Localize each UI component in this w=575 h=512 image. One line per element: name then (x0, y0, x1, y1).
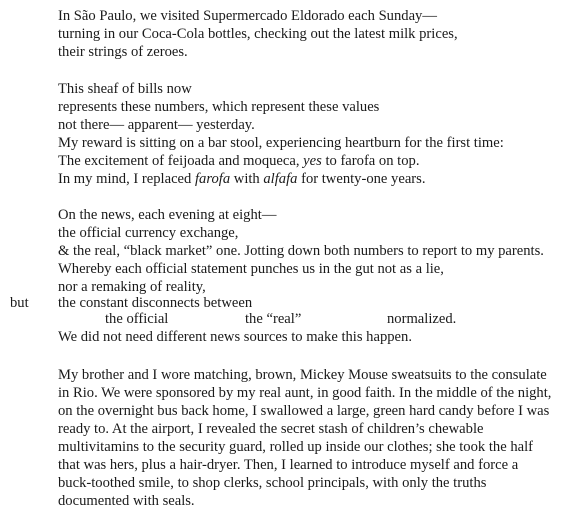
stanza1-line3: their strings of zeroes. (58, 44, 188, 60)
stanza4-line3: on the overnight bus back home, I swallowed a large, green hard candy before I was (58, 403, 550, 419)
stanza1-line1: In São Paulo, we visited Supermercado Eldorado each Sunday— (58, 8, 437, 24)
stanza3-line1: On the news, each evening at eight— (58, 207, 277, 223)
stanza2-line6 (58, 170, 426, 188)
stanza3-margin-word: but (10, 295, 29, 311)
stanza2-line3: not there— apparent— yesterday. (58, 117, 255, 133)
stanza3-column-real: the “real” (245, 311, 302, 327)
stanza3-line7: We did not need different news sources to make this happen. (58, 329, 412, 345)
stanza2-line6-part3: for twenty-one years. (297, 171, 426, 187)
stanza2-line6-emphasis1: farofa (194, 171, 231, 187)
stanza2-line2: represents these numbers, which represent these values (58, 99, 380, 115)
stanza2-line4: My reward is sitting on a bar stool, experiencing heartburn for the first time: (58, 135, 504, 151)
stanza4-line2: in Rio. We were sponsored by my real aunt, in good faith. In the middle of the night, (58, 385, 552, 401)
stanza2-line5 (58, 152, 419, 170)
stanza2-line5-emphasis: yes (303, 153, 322, 169)
stanza4-line7: buck-toothed smile, to shop clerks, school principals, with only the truths (58, 475, 487, 491)
stanza2-line6-emphasis2: alfafa (263, 171, 298, 187)
stanza3-line5: nor a remaking of reality, (58, 279, 206, 295)
stanza2-line6-part2: with (230, 171, 264, 187)
stanza3-line3: & the real, “black market” one. Jotting down both numbers to report to my parents. (58, 243, 544, 259)
stanza2-line6-part1: In my mind, I replaced (58, 171, 195, 187)
stanza3-line6: the constant disconnects between (58, 295, 253, 311)
stanza3-line4: Whereby each official statement punches us in the gut not as a lie, (58, 261, 444, 277)
stanza2-line1: This sheaf of bills now (58, 81, 192, 97)
stanza4-line6: that was hers, plus a hair-dryer. Then, I learned to introduce myself and force a (58, 457, 519, 473)
stanza3-column-official: the official (105, 311, 169, 327)
stanza2-line5-part2: to farofa on top. (321, 153, 420, 169)
stanza4-line1: My brother and I wore matching, brown, Mickey Mouse sweatsuits to the consulate (58, 367, 547, 383)
stanza4-line4: ready to. At the airport, I revealed the secret stash of children’s chewable (58, 421, 484, 437)
stanza1-line2: turning in our Coca-Cola bottles, checking out the latest milk prices, (58, 26, 458, 42)
stanza3-column-normalized: normalized. (387, 311, 457, 327)
stanza4-line8: documented with seals. (58, 493, 195, 509)
stanza2-line5-part1: The excitement of feijoada and moqueca, (58, 153, 304, 169)
stanza3-line2: the official currency exchange, (58, 225, 239, 241)
stanza4-line5: multivitamins to the security guard, rolled up inside our clothes; she took the half (58, 439, 534, 455)
